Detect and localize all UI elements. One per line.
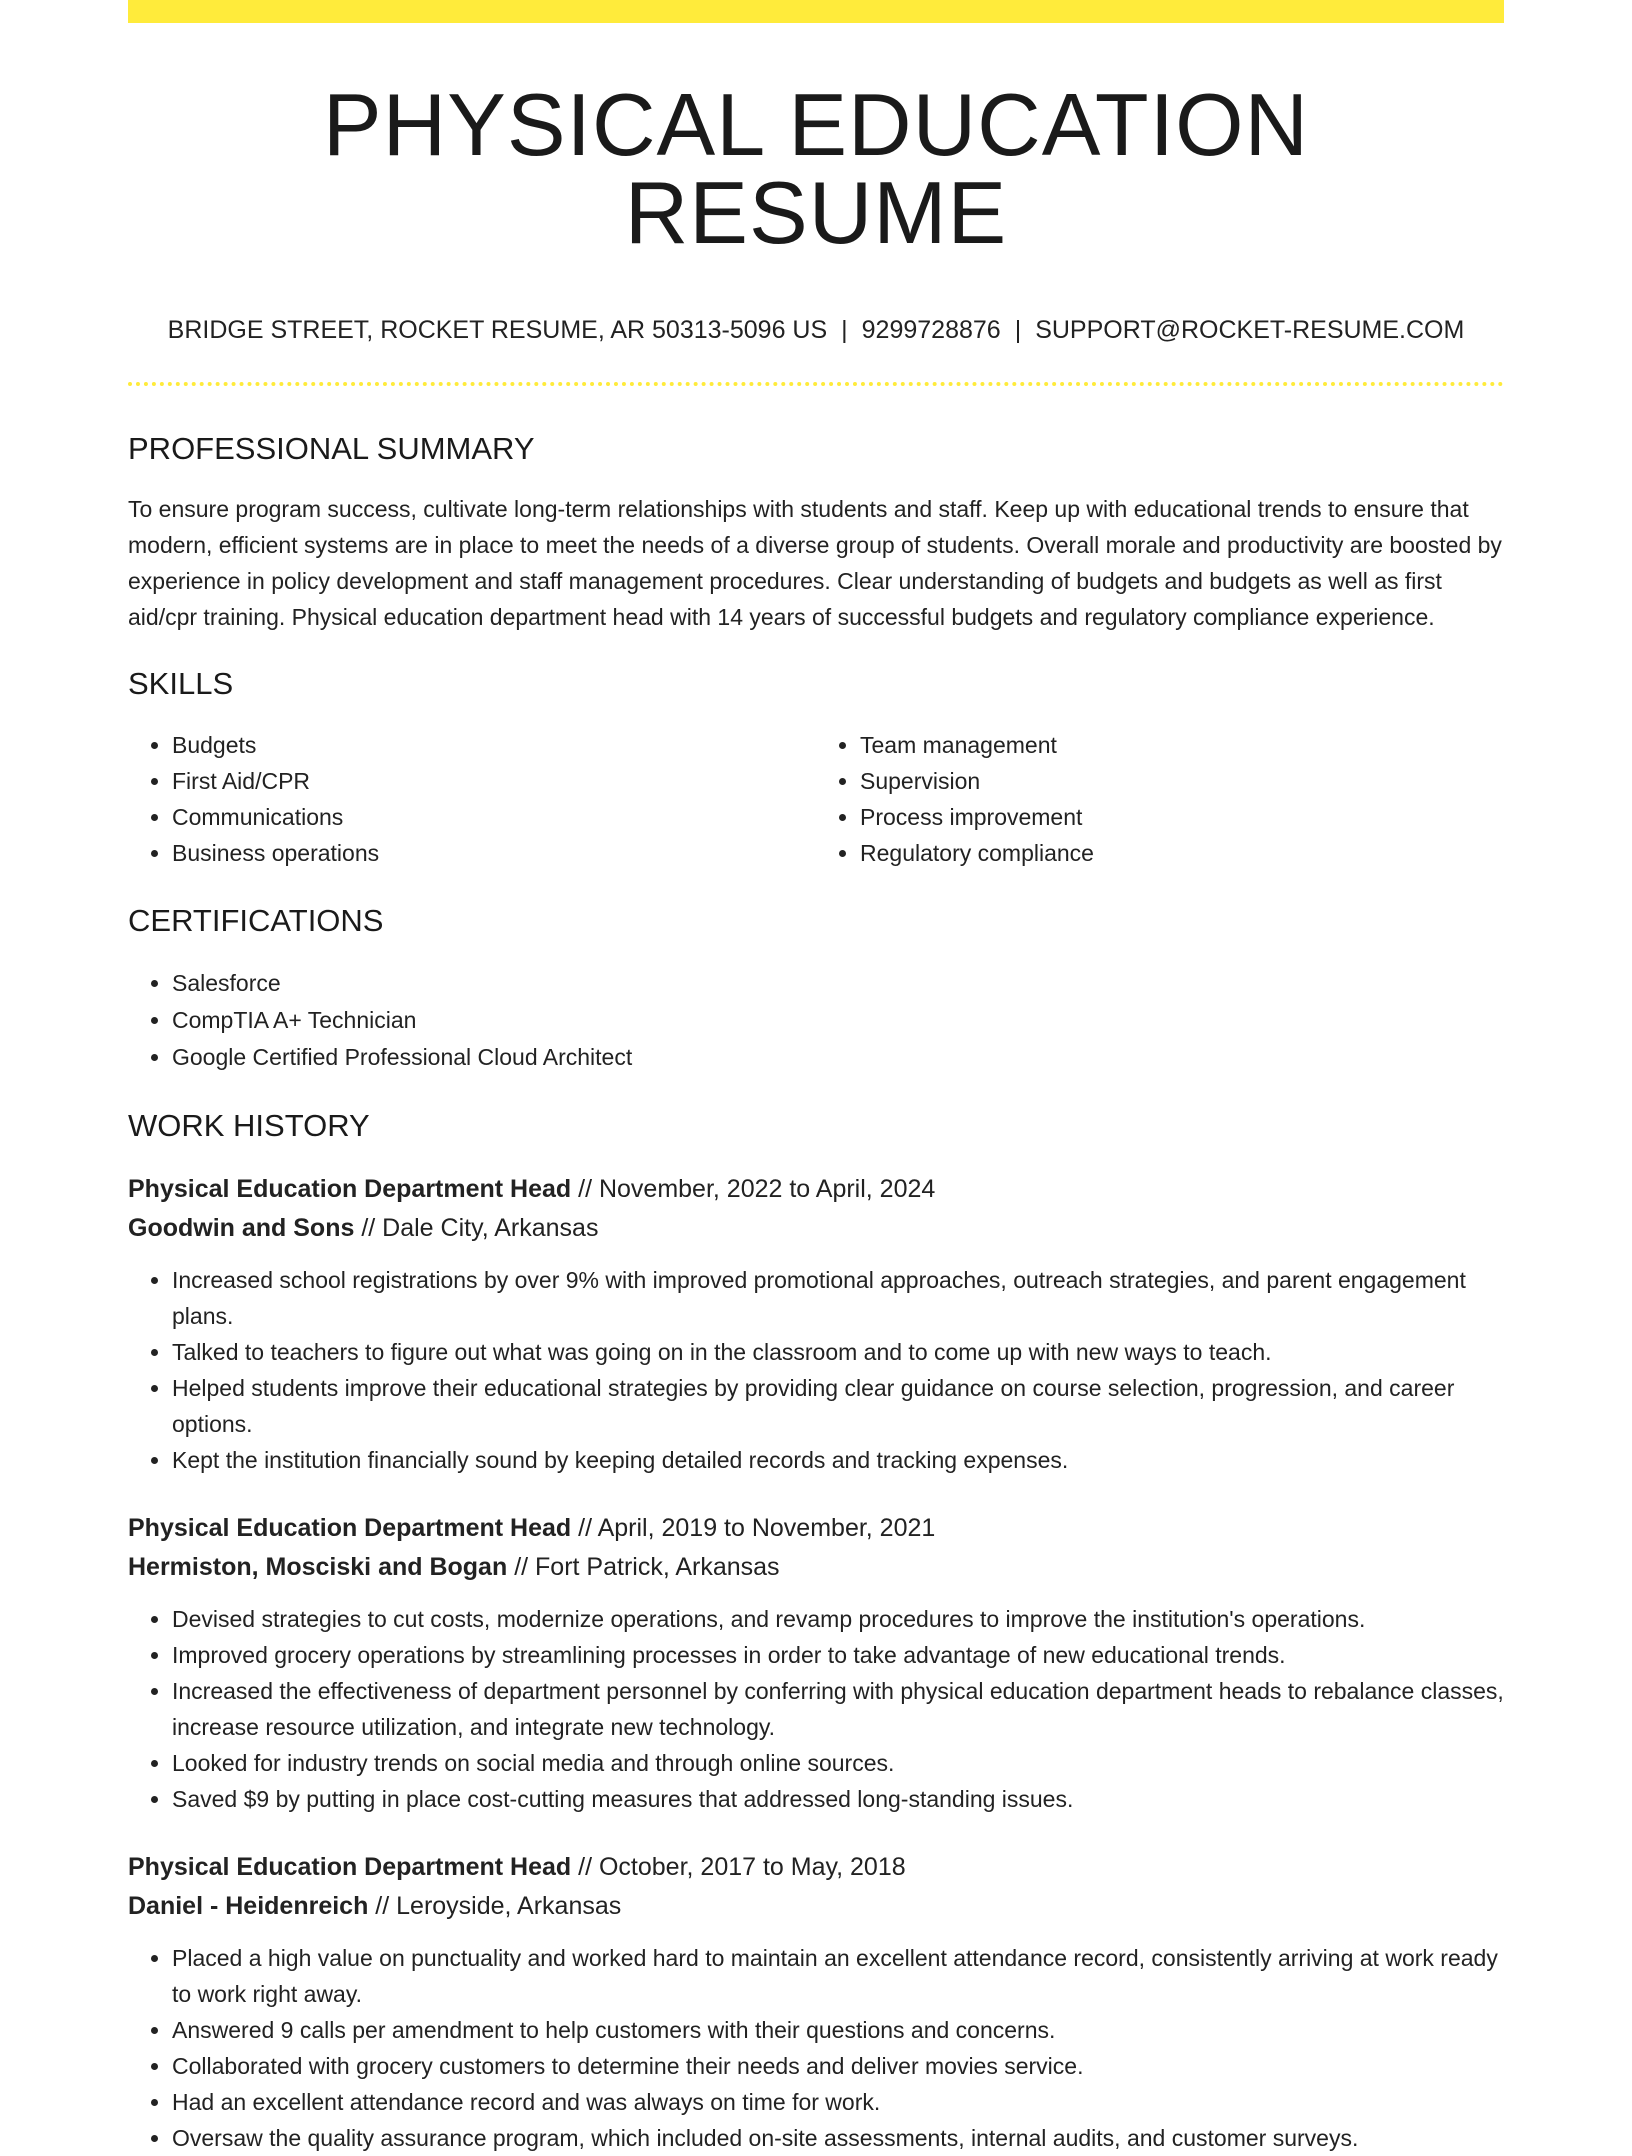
- skill-item: • Regulatory compliance: [860, 835, 1504, 871]
- skills-heading: SKILLS: [128, 666, 234, 702]
- job-entry: [128, 1170, 1504, 1478]
- contact-email: SUPPORT@ROCKET-RESUME.COM: [1035, 316, 1465, 344]
- job-bullet: • Helped students improve their educational strategies by providing clear guidance on course selection, progression, and career options.: [172, 1370, 1504, 1442]
- job-company: Daniel - Heidenreich: [128, 1891, 369, 1920]
- job-dates: // April, 2019 to November, 2021: [571, 1513, 936, 1542]
- skill-item: • Supervision: [860, 763, 1504, 799]
- resume-page: [128, 0, 1504, 2156]
- job-bullet: • Answered 9 calls per amendment to help customers with their questions and concerns.: [172, 2012, 1504, 2048]
- skills-list-left: [128, 727, 816, 871]
- job-entry: [128, 1848, 1504, 2156]
- job-bullets: [128, 1940, 1504, 2156]
- resume-title: PHYSICAL EDUCATION RESUME: [322, 75, 1310, 262]
- job-bullet: • Collaborated with grocery customers to determine their needs and deliver movies service.: [172, 2048, 1504, 2084]
- job-bullets: [128, 1262, 1504, 1478]
- contact-phone: 9299728876: [861, 316, 1001, 344]
- skill-item: • Budgets: [172, 727, 816, 763]
- dotted-divider: [128, 382, 1504, 386]
- job-company: Hermiston, Mosciski and Bogan: [128, 1552, 508, 1581]
- job-company-line: [128, 1548, 1504, 1587]
- job-title-line: [128, 1170, 1504, 1209]
- job-location: // Leroyside, Arkansas: [368, 1891, 622, 1920]
- certification-item: • CompTIA A+ Technician: [172, 1002, 1504, 1039]
- job-title: Physical Education Department Head: [128, 1174, 572, 1203]
- job-title-line: [128, 1509, 1504, 1548]
- certifications-heading: CERTIFICATIONS: [128, 903, 384, 939]
- contact-separator: |: [1014, 316, 1022, 344]
- job-location: // Fort Patrick, Arkansas: [507, 1552, 780, 1581]
- job-title: Physical Education Department Head: [128, 1513, 572, 1542]
- job-dates: // November, 2022 to April, 2024: [571, 1174, 936, 1203]
- job-bullet: • Increased school registrations by over 9% with improved promotional approaches, outreach strategies, and parent engagement plans.: [172, 1262, 1504, 1334]
- job-bullet: • Talked to teachers to figure out what was going on in the classroom and to come up with new ways to teach.: [172, 1334, 1504, 1370]
- job-company: Goodwin and Sons: [128, 1213, 355, 1242]
- skill-item: • Team management: [860, 727, 1504, 763]
- skills-list-right: [816, 727, 1504, 871]
- job-bullet: • Kept the institution financially sound by keeping detailed records and tracking expenses.: [172, 1442, 1504, 1478]
- contact-line: [128, 315, 1504, 345]
- job-bullet: • Devised strategies to cut costs, modernize operations, and revamp procedures to improve the institution's operations.: [172, 1601, 1504, 1637]
- job-title: Physical Education Department Head: [128, 1852, 572, 1881]
- summary-heading: PROFESSIONAL SUMMARY: [128, 431, 535, 466]
- job-bullet: • Improved grocery operations by streamlining processes in order to take advantage of new educational trends.: [172, 1637, 1504, 1673]
- certifications-list: [128, 965, 1504, 1076]
- summary-text: To ensure program success, cultivate long-term relationships with students and staff. Keep up with educational trends to ensure that modern, efficient systems are in place to meet the needs of a diverse group of students. Overall morale and productivity are boosted by experience in policy development and staff management procedures. Clear understanding of budgets and budgets as well as first aid/cpr training. Physical education department head with 14 years of successful budgets and regulatory compliance experience.: [128, 496, 1502, 631]
- certification-item: • Google Certified Professional Cloud Architect: [172, 1039, 1504, 1076]
- job-bullet: • Placed a high value on punctuality and worked hard to maintain an excellent attendance record, consistently arriving at work ready to work right away.: [172, 1940, 1504, 2012]
- skill-item: • Business operations: [172, 835, 816, 871]
- skill-item: • Process improvement: [860, 799, 1504, 835]
- skills-grid: [128, 727, 1504, 871]
- job-company-line: [128, 1887, 1504, 1926]
- job-entry: [128, 1509, 1504, 1817]
- contact-separator: |: [841, 316, 848, 344]
- job-bullet: • Increased the effectiveness of department personnel by conferring with physical education department heads to rebalance classes, increase resource utilization, and integrate new technology.: [172, 1673, 1504, 1745]
- certification-item: • Salesforce: [172, 965, 1504, 1002]
- job-bullets: [128, 1601, 1504, 1817]
- job-bullet: • Looked for industry trends on social media and through online sources.: [172, 1745, 1504, 1781]
- job-bullet: • Had an excellent attendance record and was always on time for work.: [172, 2084, 1504, 2120]
- job-bullet: • Oversaw the quality assurance program, which included on-site assessments, internal audits, and customer surveys.: [172, 2120, 1504, 2156]
- job-bullet: • Saved $9 by putting in place cost-cutting measures that addressed long-standing issues.: [172, 1781, 1504, 1817]
- job-title-line: [128, 1848, 1504, 1887]
- contact-address: BRIDGE STREET, ROCKET RESUME, AR 50313-5096 US: [167, 316, 828, 344]
- skill-item: • Communications: [172, 799, 816, 835]
- skill-item: • First Aid/CPR: [172, 763, 816, 799]
- job-location: // Dale City, Arkansas: [354, 1213, 599, 1242]
- work-history-heading: WORK HISTORY: [128, 1107, 370, 1143]
- job-company-line: [128, 1209, 1504, 1248]
- job-dates: // October, 2017 to May, 2018: [571, 1852, 906, 1881]
- top-accent-bar: [128, 0, 1504, 23]
